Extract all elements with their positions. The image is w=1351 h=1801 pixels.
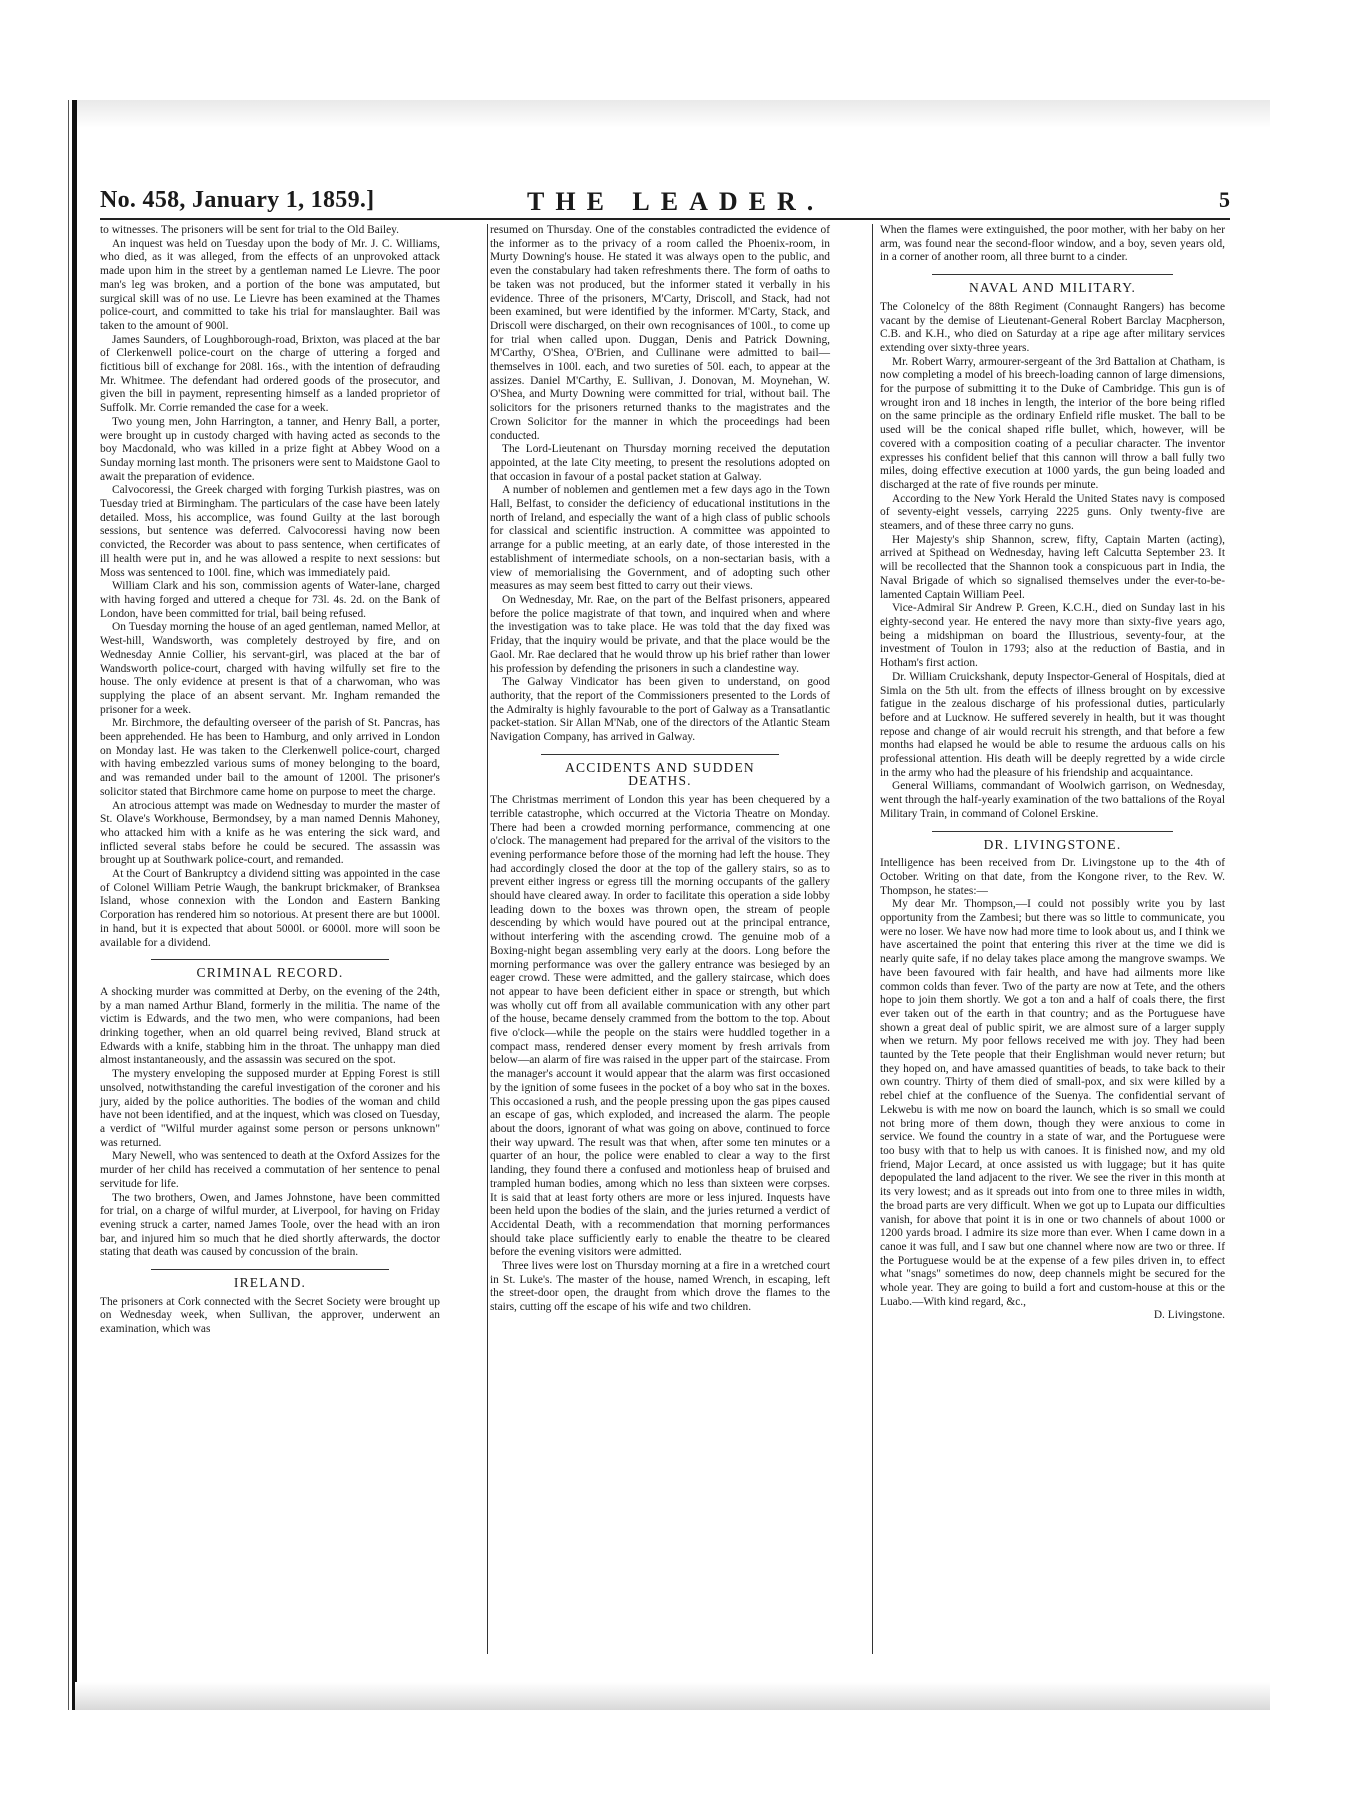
paragraph: Dr. William Cruickshank, deputy Inspector-General of Hospitals, died at Simla on the 5th ult. from the effects of illness brought on by excessive fatigue in the zealous discharge of his professional duties, particularly before and at Lucknow. He suffered severely in health, but it was thought repose and change of air would recruit his strength, and that before a few months had elapsed he would be able to resume the arduous calls on his professional attention. His death will be deeply regretted by a wide circle in the army who had the pleasure of his friendship and acquaintance. [880,670,1225,779]
paragraph: A number of noblemen and gentlemen met a few days ago in the Town Hall, Belfast, to consider the deficiency of educational institutions in the north of Ireland, and especially the want of a high class of public schools for classical and scientific instruction. A committee was appointed to arrange for a public meeting, at an early date, of those interested in the establishment of intermediate schools, on a non-sectarian basis, with a view of memorialising the Government, and of adopting such other measures as may seem best fitted to carry out their views. [490,484,830,593]
masthead [100,187,1230,217]
column-separator [872,224,873,1654]
scan-edge-bottom [75,1682,1270,1710]
paragraph: The mystery enveloping the supposed murder at Epping Forest is still unsolved, notwithstanding the careful investigation of the coroner and his jury, aided by the police authorities. The bodies of the woman and child have not been identified, and at the inquest, which was closed on Tuesday, a verdict of "Wilful murder against some person or persons unknown" was returned. [100,1068,440,1149]
paragraph: Mr. Robert Warry, armourer-sergeant of the 3rd Battalion at Chatham, is now completing a model of his breech-loading cannon of large dimensions, for the purpose of submitting it to the Duke of Cambridge. This gun is of wrought iron and 18 inches in length, the interior of the bore being rifled on the same principle as the ordinary Enfield rifle musket. The ball to be used will be the conical shaped rifle bullet, which, however, will be covered with a composition coating of a peculiar character. The inventor expresses his confident belief that this cannon will throw a ball fully two miles, doing effective execution at 1000 yards, the gun being loaded and discharged at the rate of five rounds per minute. [880,355,1225,491]
paragraph: James Saunders, of Loughborough-road, Brixton, was placed at the bar of Clerkenwell police-court on the charge of uttering a forged and fictitious bill of exchange for 208l. 16s., with the intention of defrauding Mr. Whitmee. The defendant had ordered goods of the prosecutor, and given the bill in payment, representing himself as a landed proprietor of Suffolk. Mr. Corrie remanded the case for a week. [100,333,440,415]
column-1 [100,224,440,1337]
signature: D. Livingstone. [1153,1309,1225,1322]
paragraph: Intelligence has been received from Dr. Livingstone up to the 4th of October. Writing on that date, from the Kongone river, to the Rev. W. Thompson, he states:— [880,857,1225,897]
paragraph: Two young men, John Harrington, a tanner, and Henry Ball, a porter, were brought up in custody charged with having acted as seconds to the boy Macdonald, who was killed in a prize fight at Abbey Wood on a Sunday morning last month. The prisoners were sent to Maidstone Gaol to await the preparation of evidence. [100,415,440,483]
paragraph: The two brothers, Owen, and James Johnstone, have been committed for trial, on a charge of wilful murder, at Liverpool, for having on Friday evening struck a carter, named James Toole, over the head with an iron bar, and injured him so much that he died shortly afterwards, the doctor stating that death was caused by concussion of the brain. [100,1191,440,1259]
paragraph: resumed on Thursday. One of the constables contradicted the evidence of the informer as to the privacy of a room called the Phoenix-room, in Murty Downing's house. He stated it was always open to the public, and even the constabulary had taken refreshments there. The form of oaths to be taken was not produced, but the informer stated it verbally in his evidence. Three of the prisoners, M'Carty, Driscoll, and Stack, had not been examined, but were identified by the informer. M'Carty, Stack, and Driscoll were discharged, on their own recognisances of 100l., to come up for trial when called upon. Duggan, Denis and Patrick Downing, M'Carthy, O'Shea, O'Brien, and Cullinane were admitted to bail—themselves in 100l. each, and two sureties of 50l. each, to appear at the assizes. Daniel M'Carthy, E. Sullivan, J. Donovan, M. Moynehan, W. O'Shea, and Murty Downing were committed for trial, without bail. The solicitors for the prisoners returned thanks to the magistrates and the Crown Solicitor for the manner in which the proceedings had been conducted. [490,224,830,442]
newspaper-title: THE LEADER. [527,187,825,216]
paragraph: According to the New York Herald the United States navy is composed of seventy-eight vessels, carrying 2225 guns. Only twenty-five are steamers, and of these three carry no guns. [880,492,1225,533]
paragraph: Mary Newell, who was sentenced to death at the Oxford Assizes for the murder of her child has received a commutation of her sentence to penal servitude for life. [100,1150,440,1190]
paragraph: At the Court of Bankruptcy a dividend sitting was appointed in the case of Colonel William Petrie Waugh, the bankrupt brickmaker, of Branksea Island, whose connexion with the London and Eastern Banking Corporation has rendered him so notorious. At present there are but 1000l. in hand, but it is expected that about 5000l. or 6000l. more will soon be available for a dividend. [100,868,440,949]
section-heading-livingstone: DR. LIVINGSTONE. [932,831,1174,852]
paragraph: Vice-Admiral Sir Andrew P. Green, K.C.H., died on Sunday last in his eighty-second year. He entered the navy more than sixty-five years ago, being a midshipman on board the Illustrious, seventy-four, at the investment of Toulon in 1793; also at the reduction of Bastia, and in Hotham's first action. [880,602,1225,670]
paragraph: General Williams, commandant of Woolwich garrison, on Wednesday, went through the half-yearly examination of the two battalions of the Royal Military Train, in command of Colonel Erskine. [880,780,1225,820]
paragraph: The Lord-Lieutenant on Thursday morning received the deputation appointed, at the late City meeting, to present the resolutions adopted on that occasion in favour of a postal packet station at Galway. [490,443,830,483]
paragraph: Mr. Birchmore, the defaulting overseer of the parish of St. Pancras, has been apprehended. He has been to Hamburg, and only arrived in London on Monday last. He was taken to the Clerkenwell police-court, charged with having embezzled various sums of money belonging to the board, and was remanded under bail to the amount of 1200l. The prisoner's solicitor stated that Birchmore came home on purpose to meet the charge. [100,717,440,798]
paragraph: William Clark and his son, commission agents of Water-lane, charged with having forged and uttered a cheque for 73l. 4s. 2d. on the Bank of London, have been committed for trial, bail being refused. [100,580,440,620]
paragraph: Calvocoressi, the Greek charged with forging Turkish piastres, was on Tuesday tried at Birmingham. The particulars of the case have been lately detailed. Moss, his accomplice, was found Guilty at the last borough sessions, but sentence was deferred. Calvocoressi having now been convicted, the Recorder was about to pass sentence, when certificates of ill health were put in, and he was allowed a respite to next sessions: but Moss was sentenced to 100l. fine, which was immediately paid. [100,484,440,579]
column-2 [490,224,830,1315]
paragraph: The prisoners at Cork connected with the Secret Society were brought up on Wednesday week, when Sullivan, the approver, underwent an examination, which was [100,1295,440,1336]
paragraph: The Colonelcy of the 88th Regiment (Connaught Rangers) has become vacant by the demise of Lieutenant-General Robert Barclay Macpherson, C.B. and K.H., who died on Saturday at a ripe age after military services extending over sixty-three years. [880,300,1225,354]
paragraph: Three lives were lost on Thursday morning at a fire in a wretched court in St. Luke's. The master of the house, named Wrench, in escaping, left the street-door open, the draught from which drove the flames to the stairs, cutting off the escape of his wife and two children. [490,1260,830,1314]
section-heading-naval-military: NAVAL AND MILITARY. [932,274,1174,295]
issue-date: No. 458, January 1, 1859.] [100,187,375,213]
paragraph: My dear Mr. Thompson,—I could not possibly write you by last opportunity from the Zambesi; but there was so little to communicate, you were no loser. We have now had more time to look about us, and I think we have ascertained the point that entering this river at the time we did is nearly quite safe, if no delay takes place among the mangrove swamps. We have been favoured with fair health, and have had ailments more like common colds than fever. Two of the party are now at Tete, and the others hope to join them shortly. We got a ton and a half of coals there, the first ever taken out of the earth in that country; and as the Portuguese have shown a great deal of public spirit, we are almost sure of a larger supply when we return. My poor fellows received me with joy. They had been taunted by the Tete people that their Englishman would never return; but they hoped on, and have amassed quantities of beads, to take back to their own country. Thirty of them died of small-pox, and six were killed by a rebel chief at the confluence of the Suenya. The confidential servant of Lekwebu is with me now on board the launch, which is so small we could not bring more of them down, though they were anxious to come in service. We found the country in a state of war, and the Portuguese were too busy with that to help us with canoes. It is finished now, and my old friend, Major Lecard, at once assisted us with luggage; but it has quite depopulated the land adjacent to the river. We see the river in this month at its very lowest; and as it spreads out into from one to three miles in width, the broad parts are very difficult. When we got up to Lupata our difficulties vanish, for above that point it is in one or two channels of about 1000 or 1200 yards broad. I admire its size more than ever. When I came down in a canoe it was full, and I saw but one channel where now are two or three. If the Portuguese would be at the expense of a few piles driven in, to effect what "snags" sometimes do now, deep channels might be secured for the whole year. They are going to build a fort and custom-house at this or the Luabo.—With kind regard, &c., [880,898,1225,1308]
paragraph: An inquest was held on Tuesday upon the body of Mr. J. C. Williams, who died, as it was alleged, from the effects of an unprovoked attack made upon him in the street by a gentleman named Le Lievre. The poor man's leg was broken, and a portion of the bone was amputated, but surgical skill was of no use. Le Lievre has been examined at the Thames police-court, and committed to take his trial for manslaughter. Bail was taken to the amount of 900l. [100,237,440,332]
paragraph: On Wednesday, Mr. Rae, on the part of the Belfast prisoners, appeared before the police magistrate of that town, and inquired when and where the investigation was to take place. He was told that the day fixed was Friday, that the inquiry would be private, and that the place would be the Gaol. Mr. Rae declared that he would throw up his brief rather than lower his profession by defending the prisoners in such a clandestine way. [490,593,830,675]
paragraph: On Tuesday morning the house of an aged gentleman, named Mellor, at West-hill, Wandsworth, was completely destroyed by fire, and on Wednesday Annie Collier, his servant-girl, was placed at the bar of Wandsworth police-court, charged with having wilfully set fire to the house. The only evidence at present is that of a charwoman, who was supplying the place of an absent servant. Mr. Ingham remanded the prisoner for a week. [100,621,440,716]
column-separator [487,224,488,1654]
binding-edge [72,100,77,1710]
section-heading-ireland: IRELAND. [151,1269,389,1290]
scan-edge-top [75,100,1270,128]
paragraph: When the flames were extinguished, the poor mother, with her baby on her arm, was found near the second-floor window, and a boy, seven years old, in a corner of another room, all three burnt to a cinder. [880,224,1225,264]
paragraph: Her Majesty's ship Shannon, screw, fifty, Captain Marten (acting), arrived at Spithead on Wednesday, having left Calcutta September 23. It will be recollected that the Shannon took a conspicuous part in India, the Naval Brigade of which so signalised themselves under the ever-to-be-lamented Captain William Peel. [880,533,1225,601]
paragraph: to witnesses. The prisoners will be sent for trial to the Old Bailey. [100,224,399,236]
page-number: 5 [1219,187,1230,212]
binding-edge-line [68,100,69,1710]
paragraph: The Galway Vindicator has been given to understand, on good authority, that the report of the Commissioners presented to the Lords of the Admiralty is highly favourable to the port of Galway as a Transatlantic packet-station. Sir Allan M'Nab, one of the directors of the Atlantic Steam Navigation Company, has arrived in Galway. [490,676,830,744]
column-3 [880,224,1225,1323]
section-heading-accidents: ACCIDENTS AND SUDDEN DEATHS. [541,754,779,788]
section-heading-criminal-record: CRIMINAL RECORD. [151,959,389,980]
paragraph: A shocking murder was committed at Derby, on the evening of the 24th, by a man named Arthur Bland, formerly in the militia. The name of the victim is Edwards, and the two men, who were companions, had been drinking together, when an old quarrel being revived, Bland struck at Edwards with a knife, stabbing him in the throat. The unhappy man died almost instantaneously, and the assassin was secured on the spot. [100,985,440,1067]
masthead-rule [100,218,1230,220]
paragraph: The Christmas merriment of London this year has been chequered by a terrible catastrophe, which occurred at the Victoria Theatre on Monday. There had been a crowded morning performance, commencing at one o'clock. The management had prepared for the arrival of the visitors to the evening performance before those of the morning had left the house. They had accordingly closed the door at the top of the gallery stairs, so as to prevent either ingress or egress till the morning occupants of the gallery should have cleared away. In order to facilitate this operation a side lobby leading down to the boxes was thrown open, the stream of people descending by which would have poured out at the principal entrance, without interfering with the ascending crowd. The genuine mob of a Boxing-night began assembling very early at the doors. Long before the morning performance was over the gallery entrance was besieged by an eager crowd. These were admitted, and the gallery staircase, which does not appear to have been deficient either in space or strength, but which was wholly cut off from all available communication with any other part of the house, became densely crammed from the bottom to the top. About five o'clock—while the people on the stairs were huddled together in a compact mass, rendered denser every moment by fresh arrivals from below—an alarm of fire was raised in the upper part of the staircase. From the manager's account it would appear that the alarm was first occasioned by the ignition of some fusees in the pocket of a boy who sat in the boxes. This occasioned a rush, and the people pressing upon the gas pipes caused an escape of gas, which exploded, and increased the alarm. The people about the doors, ignorant of what was going on above, continued to force their way upward. The result was that when, after some ten minutes or a quarter of an hour, the police were enabled to clear a way to the first landing, they found there a confused and motionless heap of bruised and trampled human bodies, among which no less than sixteen were corpses. It is said that at least forty others are more or less injured. Inquests have been held upon the bodies of the slain, and the juries returned a verdict of Accidental Death, with a recommendation that morning performances should take place sufficiently early to enable the theatre to be cleared before the evening visitors were admitted. [490,794,830,1259]
paragraph: An atrocious attempt was made on Wednesday to murder the master of St. Olave's Workhouse, Bermondsey, by a man named Dennis Mahoney, who attacked him with a knife as he was entering the sick ward, and inflicted several stabs before he could be secured. The assassin was brought up at Southwark police-court, and remanded. [100,799,440,867]
